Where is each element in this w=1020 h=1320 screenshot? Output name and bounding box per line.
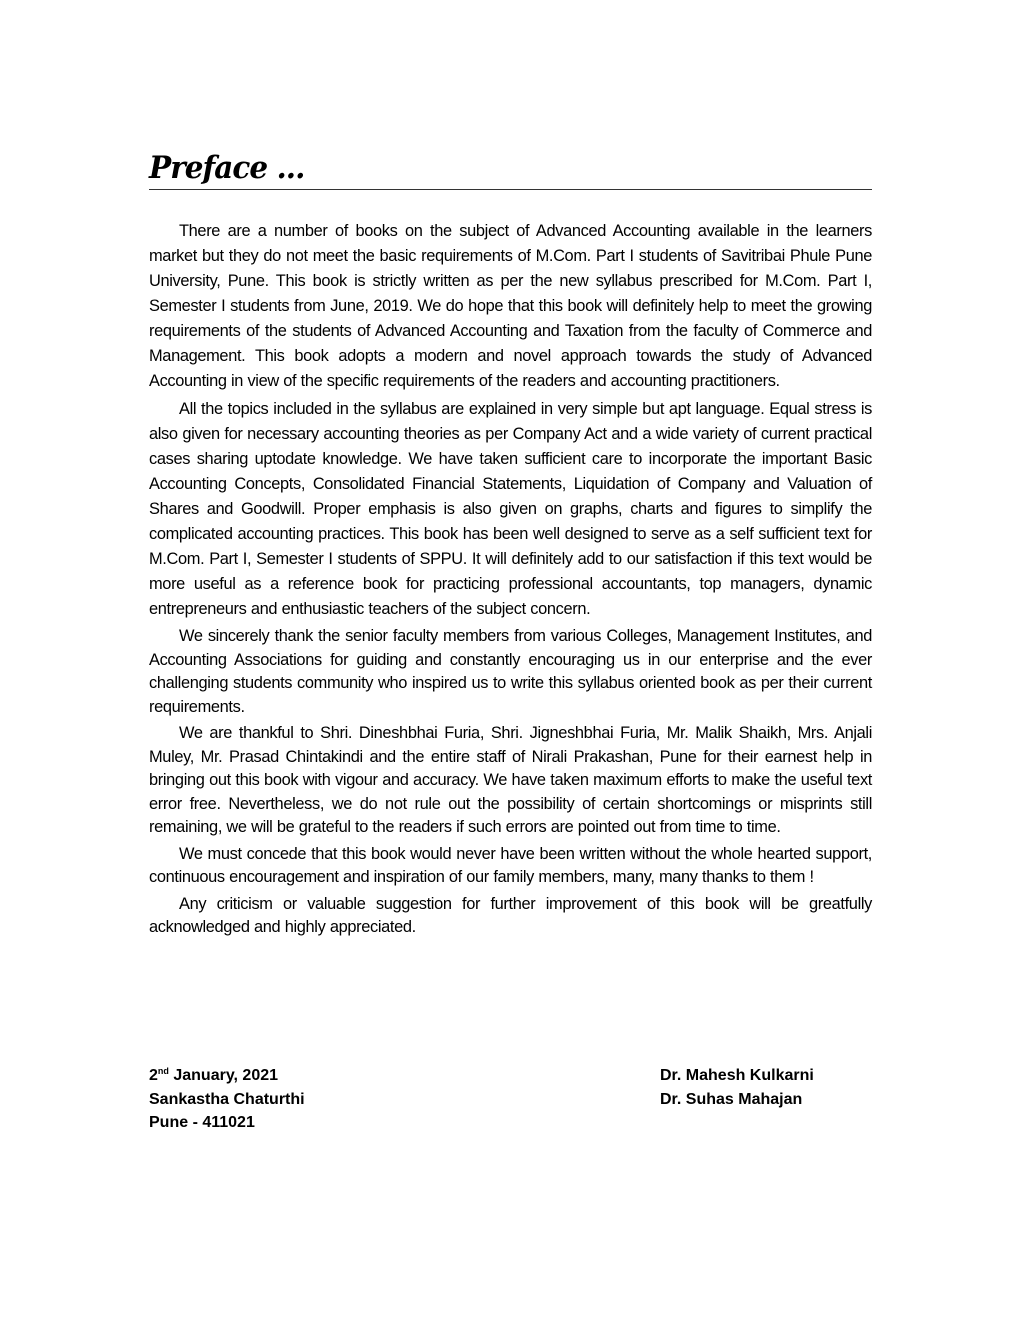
paragraph-suggestions: Any criticism or valuable suggestion for further improvement of this book will be greatfully acknowledged and highly appreciated.: [149, 894, 872, 936]
author-name: Dr. Suhas Mahajan: [660, 1090, 803, 1108]
paragraph-intro: There are a number of books on the subject of Advanced Accounting available in the learners market but they do not meet the basic requirements of M.Com. Part I students of Savitribai Phule Pune University, Pune. This book is strictly written as per the new syllabus prescribed for M.Com. Part I, Semester I students from June, 2019. We do hope that this book will definitely help to meet the growing requirements of the students of Advanced Accounting and Taxation from the faculty of Commerce and Management. This book adopts a modern and novel approach towards the study of Advanced Accounting in view of the specific requirements of the readers and accounting practitioners.: [149, 222, 872, 390]
occasion: Sankastha Chaturthi: [149, 1090, 305, 1108]
paragraph-topics: All the topics included in the syllabus are explained in very simple but apt language. Equal stress is also given for necessary accounting theories as per Company Act and a wide variety of current practical cases sharing uptodate knowledge. We have taken sufficient care to incorporate the important Basic Accounting Concepts, Consolidated Financial Statements, Liquidation of Company and Valuation of Shares and Goodwill. Proper emphasis is also given on graphs, charts and figures to simplify the complicated accounting practices. This book has been well designed to serve as a self sufficient text for M.Com. Part I, Semester I students of SPPU. It will definitely add to our satisfaction if this text would be more useful as a reference book for practicing professional accountants, top managers, dynamic entrepreneurs and enthusiastic teachers of the subject concern.: [149, 400, 872, 618]
preface-page: [149, 148, 872, 943]
paragraph-thanks-faculty: We sincerely thank the senior faculty members from various Colleges, Management Institutes, and Accounting Associations for guiding and constantly encouraging us in our enterprise and the ever challenging students community who inspired us to write this syllabus oriented book as per their current requirements.: [149, 627, 872, 716]
paragraph-family: We must concede that this book would never have been written without the whole hearted support, continuous encouragement and inspiration of our family members, many, many thanks to them !: [149, 844, 872, 886]
place: Pune - 411021: [149, 1114, 255, 1131]
paragraph-thanks-staff: We are thankful to Shri. Dineshbhai Furia, Shri. Jigneshbhai Furia, Mr. Malik Shaikh, Mrs. Anjali Muley, Mr. Prasad Chintakindi and the entire staff of Nirali Prakashan, Pune for their earnest help in bringing out this book with vigour and accuracy. We have taken maximum efforts to make the useful text error free. Nevertheless, we do not rule out the possibility of certain shortcomings or misprints still remaining, we will be grateful to the readers if such errors are pointed out from time to time.: [149, 724, 872, 836]
preface-body: [149, 219, 872, 940]
authors-block: [660, 1064, 814, 1111]
date-place-block: [149, 1064, 305, 1135]
page-title: Preface ...: [149, 150, 305, 186]
date: 2nd January, 2021: [149, 1066, 279, 1084]
author-name: Dr. Mahesh Kulkarni: [660, 1067, 814, 1084]
heading-rule: [149, 148, 872, 190]
